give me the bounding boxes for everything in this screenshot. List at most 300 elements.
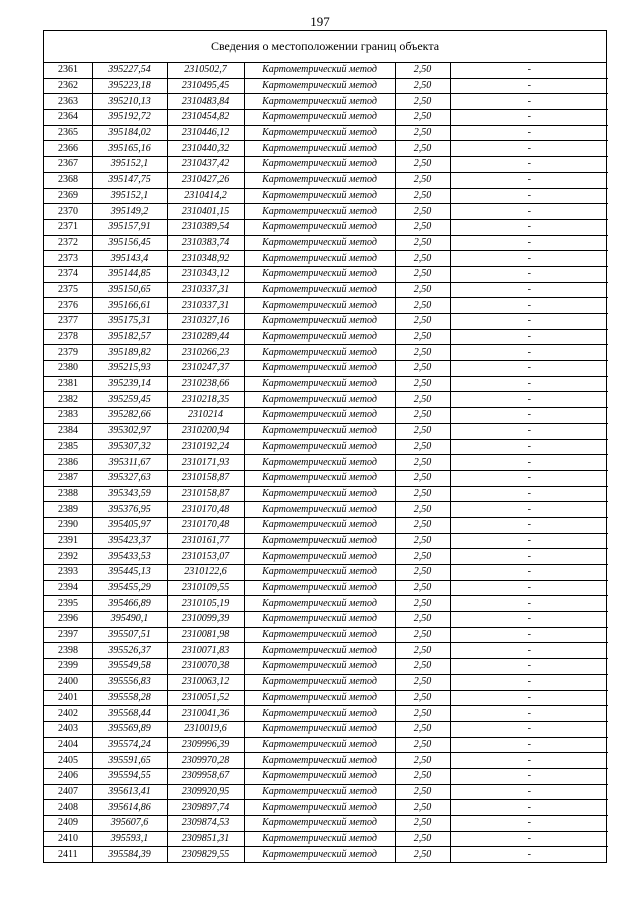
point-number-cell: 2409 [44,816,92,832]
method-cell: Картометрический метод [244,141,395,157]
point-number-cell: 2399 [44,659,92,675]
x-coordinate-cell: 395166,61 [92,298,167,314]
point-number-cell: 2401 [44,690,92,706]
method-cell: Картометрический метод [244,721,395,737]
table-row [44,847,608,862]
method-cell: Картометрический метод [244,188,395,204]
table-row [44,298,608,314]
method-cell: Картометрический метод [244,706,395,722]
method-cell: Картометрический метод [244,674,395,690]
table-row [44,314,608,330]
note-cell: - [450,847,608,862]
note-cell: - [450,219,608,235]
accuracy-cell: 2,50 [395,768,450,784]
note-cell: - [450,737,608,753]
table-row [44,486,608,502]
note-cell: - [450,612,608,628]
point-number-cell: 2366 [44,141,92,157]
accuracy-cell: 2,50 [395,345,450,361]
accuracy-cell: 2,50 [395,455,450,471]
accuracy-cell: 2,50 [395,753,450,769]
point-number-cell: 2368 [44,172,92,188]
point-number-cell: 2369 [44,188,92,204]
table-row [44,549,608,565]
y-coordinate-cell: 2309920,95 [167,784,244,800]
accuracy-cell: 2,50 [395,282,450,298]
table-row [44,204,608,220]
x-coordinate-cell: 395614,86 [92,800,167,816]
y-coordinate-cell: 2310200,94 [167,423,244,439]
table-row [44,329,608,345]
x-coordinate-cell: 395594,55 [92,768,167,784]
table-row [44,816,608,832]
x-coordinate-cell: 395210,13 [92,94,167,110]
x-coordinate-cell: 395549,58 [92,659,167,675]
y-coordinate-cell: 2310071,83 [167,643,244,659]
y-coordinate-cell: 2310427,26 [167,172,244,188]
accuracy-cell: 2,50 [395,800,450,816]
y-coordinate-cell: 2310051,52 [167,690,244,706]
table-row [44,251,608,267]
point-number-cell: 2405 [44,753,92,769]
note-cell: - [450,204,608,220]
note-cell: - [450,266,608,282]
note-cell: - [450,502,608,518]
x-coordinate-cell: 395143,4 [92,251,167,267]
table-row [44,768,608,784]
note-cell: - [450,486,608,502]
note-cell: - [450,361,608,377]
table-row [44,596,608,612]
x-coordinate-cell: 395150,65 [92,282,167,298]
point-number-cell: 2388 [44,486,92,502]
x-coordinate-cell: 395239,14 [92,376,167,392]
method-cell: Картометрический метод [244,266,395,282]
point-number-cell: 2377 [44,314,92,330]
accuracy-cell: 2,50 [395,392,450,408]
note-cell: - [450,172,608,188]
table-row [44,706,608,722]
point-number-cell: 2395 [44,596,92,612]
x-coordinate-cell: 395156,45 [92,235,167,251]
table-row [44,580,608,596]
x-coordinate-cell: 395311,67 [92,455,167,471]
accuracy-cell: 2,50 [395,94,450,110]
y-coordinate-cell: 2310070,38 [167,659,244,675]
y-coordinate-cell: 2310099,39 [167,612,244,628]
note-cell: - [450,298,608,314]
point-number-cell: 2379 [44,345,92,361]
y-coordinate-cell: 2310454,82 [167,110,244,126]
y-coordinate-cell: 2310266,23 [167,345,244,361]
point-number-cell: 2365 [44,125,92,141]
accuracy-cell: 2,50 [395,125,450,141]
x-coordinate-cell: 395147,75 [92,172,167,188]
x-coordinate-cell: 395507,51 [92,627,167,643]
note-cell: - [450,706,608,722]
accuracy-cell: 2,50 [395,659,450,675]
method-cell: Картометрический метод [244,643,395,659]
table-row [44,612,608,628]
accuracy-cell: 2,50 [395,831,450,847]
note-cell: - [450,314,608,330]
note-cell: - [450,800,608,816]
method-cell: Картометрический метод [244,486,395,502]
x-coordinate-cell: 395189,82 [92,345,167,361]
accuracy-cell: 2,50 [395,110,450,126]
accuracy-cell: 2,50 [395,157,450,173]
note-cell: - [450,816,608,832]
y-coordinate-cell: 2310337,31 [167,282,244,298]
method-cell: Картометрический метод [244,298,395,314]
note-cell: - [450,784,608,800]
point-number-cell: 2370 [44,204,92,220]
method-cell: Картометрический метод [244,816,395,832]
note-cell: - [450,753,608,769]
table-row [44,376,608,392]
x-coordinate-cell: 395433,53 [92,549,167,565]
note-cell: - [450,110,608,126]
x-coordinate-cell: 395215,93 [92,361,167,377]
note-cell: - [450,674,608,690]
y-coordinate-cell: 2310063,12 [167,674,244,690]
point-number-cell: 2389 [44,502,92,518]
method-cell: Картометрический метод [244,219,395,235]
y-coordinate-cell: 2310170,48 [167,502,244,518]
point-number-cell: 2391 [44,533,92,549]
method-cell: Картометрический метод [244,78,395,94]
method-cell: Картометрический метод [244,753,395,769]
x-coordinate-cell: 395584,39 [92,847,167,862]
method-cell: Картометрический метод [244,110,395,126]
table-row [44,533,608,549]
point-number-cell: 2376 [44,298,92,314]
x-coordinate-cell: 395423,37 [92,533,167,549]
x-coordinate-cell: 395149,2 [92,204,167,220]
method-cell: Картометрический метод [244,376,395,392]
x-coordinate-cell: 395302,97 [92,423,167,439]
y-coordinate-cell: 2310171,93 [167,455,244,471]
accuracy-cell: 2,50 [395,219,450,235]
note-cell: - [450,392,608,408]
point-number-cell: 2410 [44,831,92,847]
table-row [44,172,608,188]
method-cell: Картометрический метод [244,94,395,110]
method-cell: Картометрический метод [244,251,395,267]
accuracy-cell: 2,50 [395,266,450,282]
table-row [44,219,608,235]
table-row [44,674,608,690]
method-cell: Картометрический метод [244,659,395,675]
table-row [44,392,608,408]
method-cell: Картометрический метод [244,345,395,361]
y-coordinate-cell: 2310192,24 [167,439,244,455]
y-coordinate-cell: 2310440,32 [167,141,244,157]
point-number-cell: 2406 [44,768,92,784]
table-row [44,157,608,173]
note-cell: - [450,643,608,659]
table-row [44,63,608,78]
y-coordinate-cell: 2310483,84 [167,94,244,110]
method-cell: Картометрический метод [244,329,395,345]
accuracy-cell: 2,50 [395,470,450,486]
note-cell: - [450,721,608,737]
x-coordinate-cell: 395405,97 [92,517,167,533]
method-cell: Картометрический метод [244,470,395,486]
x-coordinate-cell: 395591,65 [92,753,167,769]
y-coordinate-cell: 2310218,35 [167,392,244,408]
accuracy-cell: 2,50 [395,78,450,94]
point-number-cell: 2407 [44,784,92,800]
accuracy-cell: 2,50 [395,816,450,832]
x-coordinate-cell: 395144,85 [92,266,167,282]
table-row [44,188,608,204]
y-coordinate-cell: 2310414,2 [167,188,244,204]
point-number-cell: 2386 [44,455,92,471]
accuracy-cell: 2,50 [395,612,450,628]
method-cell: Картометрический метод [244,596,395,612]
table-row [44,502,608,518]
table-row [44,439,608,455]
y-coordinate-cell: 2310081,98 [167,627,244,643]
x-coordinate-cell: 395607,6 [92,816,167,832]
point-number-cell: 2411 [44,847,92,862]
accuracy-cell: 2,50 [395,565,450,581]
y-coordinate-cell: 2310161,77 [167,533,244,549]
y-coordinate-cell: 2310158,87 [167,486,244,502]
y-coordinate-cell: 2310348,92 [167,251,244,267]
page-number: 197 [310,14,330,29]
method-cell: Картометрический метод [244,204,395,220]
point-number-cell: 2364 [44,110,92,126]
point-number-cell: 2375 [44,282,92,298]
x-coordinate-cell: 395157,91 [92,219,167,235]
accuracy-cell: 2,50 [395,674,450,690]
table-row [44,78,608,94]
method-cell: Картометрический метод [244,235,395,251]
table-row [44,659,608,675]
accuracy-cell: 2,50 [395,298,450,314]
y-coordinate-cell: 2310327,16 [167,314,244,330]
x-coordinate-cell: 395152,1 [92,188,167,204]
x-coordinate-cell: 395526,37 [92,643,167,659]
accuracy-cell: 2,50 [395,502,450,518]
note-cell: - [450,329,608,345]
y-coordinate-cell: 2310158,87 [167,470,244,486]
note-cell: - [450,408,608,424]
y-coordinate-cell: 2310247,37 [167,361,244,377]
y-coordinate-cell: 2309874,53 [167,816,244,832]
point-number-cell: 2384 [44,423,92,439]
note-cell: - [450,282,608,298]
note-cell: - [450,423,608,439]
y-coordinate-cell: 2310109,55 [167,580,244,596]
x-coordinate-cell: 395282,66 [92,408,167,424]
point-number-cell: 2367 [44,157,92,173]
accuracy-cell: 2,50 [395,643,450,659]
note-cell: - [450,627,608,643]
note-cell: - [450,251,608,267]
method-cell: Картометрический метод [244,63,395,78]
y-coordinate-cell: 2310289,44 [167,329,244,345]
x-coordinate-cell: 395327,63 [92,470,167,486]
y-coordinate-cell: 2310122,6 [167,565,244,581]
note-cell: - [450,768,608,784]
accuracy-cell: 2,50 [395,235,450,251]
table-row [44,517,608,533]
accuracy-cell: 2,50 [395,690,450,706]
x-coordinate-cell: 395490,1 [92,612,167,628]
y-coordinate-cell: 2310389,54 [167,219,244,235]
accuracy-cell: 2,50 [395,314,450,330]
method-cell: Картометрический метод [244,157,395,173]
note-cell: - [450,78,608,94]
accuracy-cell: 2,50 [395,188,450,204]
point-number-cell: 2403 [44,721,92,737]
method-cell: Картометрический метод [244,784,395,800]
table-row [44,721,608,737]
method-cell: Картометрический метод [244,455,395,471]
table-row [44,125,608,141]
method-cell: Картометрический метод [244,768,395,784]
y-coordinate-cell: 2309996,39 [167,737,244,753]
point-number-cell: 2408 [44,800,92,816]
y-coordinate-cell: 2310337,31 [167,298,244,314]
y-coordinate-cell: 2309897,74 [167,800,244,816]
method-cell: Картометрический метод [244,392,395,408]
point-number-cell: 2371 [44,219,92,235]
y-coordinate-cell: 2310105,19 [167,596,244,612]
y-coordinate-cell: 2310502,7 [167,63,244,78]
method-cell: Картометрический метод [244,172,395,188]
y-coordinate-cell: 2310446,12 [167,125,244,141]
x-coordinate-cell: 395175,31 [92,314,167,330]
y-coordinate-cell: 2309958,67 [167,768,244,784]
x-coordinate-cell: 395445,13 [92,565,167,581]
table-row [44,627,608,643]
note-cell: - [450,565,608,581]
table-row [44,361,608,377]
y-coordinate-cell: 2310214 [167,408,244,424]
table-row [44,235,608,251]
x-coordinate-cell: 395466,89 [92,596,167,612]
table-row [44,455,608,471]
table-row [44,282,608,298]
x-coordinate-cell: 395259,45 [92,392,167,408]
point-number-cell: 2361 [44,63,92,78]
accuracy-cell: 2,50 [395,63,450,78]
note-cell: - [450,63,608,78]
accuracy-cell: 2,50 [395,423,450,439]
accuracy-cell: 2,50 [395,486,450,502]
method-cell: Картометрический метод [244,125,395,141]
table-row [44,345,608,361]
table-row [44,800,608,816]
note-cell: - [450,439,608,455]
point-number-cell: 2400 [44,674,92,690]
y-coordinate-cell: 2310343,12 [167,266,244,282]
method-cell: Картометрический метод [244,690,395,706]
method-cell: Картометрический метод [244,439,395,455]
note-cell: - [450,235,608,251]
x-coordinate-cell: 395307,32 [92,439,167,455]
table-row [44,643,608,659]
method-cell: Картометрический метод [244,502,395,518]
accuracy-cell: 2,50 [395,376,450,392]
point-number-cell: 2385 [44,439,92,455]
method-cell: Картометрический метод [244,314,395,330]
x-coordinate-cell: 395568,44 [92,706,167,722]
table-row [44,423,608,439]
y-coordinate-cell: 2310019,6 [167,721,244,737]
point-number-cell: 2390 [44,517,92,533]
method-cell: Картометрический метод [244,533,395,549]
accuracy-cell: 2,50 [395,706,450,722]
accuracy-cell: 2,50 [395,847,450,862]
point-number-cell: 2378 [44,329,92,345]
note-cell: - [450,533,608,549]
accuracy-cell: 2,50 [395,329,450,345]
accuracy-cell: 2,50 [395,627,450,643]
method-cell: Картометрический метод [244,423,395,439]
accuracy-cell: 2,50 [395,533,450,549]
point-number-cell: 2381 [44,376,92,392]
table-row [44,408,608,424]
method-cell: Картометрический метод [244,627,395,643]
y-coordinate-cell: 2310153,07 [167,549,244,565]
point-number-cell: 2372 [44,235,92,251]
y-coordinate-cell: 2310238,66 [167,376,244,392]
table-row [44,690,608,706]
table-row [44,141,608,157]
method-cell: Картометрический метод [244,580,395,596]
point-number-cell: 2397 [44,627,92,643]
note-cell: - [450,125,608,141]
note-cell: - [450,455,608,471]
note-cell: - [450,376,608,392]
y-coordinate-cell: 2310383,74 [167,235,244,251]
x-coordinate-cell: 395182,57 [92,329,167,345]
method-cell: Картометрический метод [244,831,395,847]
note-cell: - [450,157,608,173]
method-cell: Картометрический метод [244,565,395,581]
x-coordinate-cell: 395184,02 [92,125,167,141]
note-cell: - [450,831,608,847]
boundary-table-frame [43,30,607,863]
accuracy-cell: 2,50 [395,361,450,377]
point-number-cell: 2394 [44,580,92,596]
x-coordinate-cell: 395558,28 [92,690,167,706]
method-cell: Картометрический метод [244,517,395,533]
point-number-cell: 2374 [44,266,92,282]
note-cell: - [450,345,608,361]
table-row [44,94,608,110]
x-coordinate-cell: 395192,72 [92,110,167,126]
accuracy-cell: 2,50 [395,141,450,157]
point-number-cell: 2398 [44,643,92,659]
x-coordinate-cell: 395593,1 [92,831,167,847]
accuracy-cell: 2,50 [395,596,450,612]
y-coordinate-cell: 2310041,36 [167,706,244,722]
x-coordinate-cell: 395223,18 [92,78,167,94]
table-row [44,470,608,486]
y-coordinate-cell: 2310170,48 [167,517,244,533]
note-cell: - [450,188,608,204]
accuracy-cell: 2,50 [395,517,450,533]
table-row [44,266,608,282]
method-cell: Картометрический метод [244,549,395,565]
point-number-cell: 2362 [44,78,92,94]
